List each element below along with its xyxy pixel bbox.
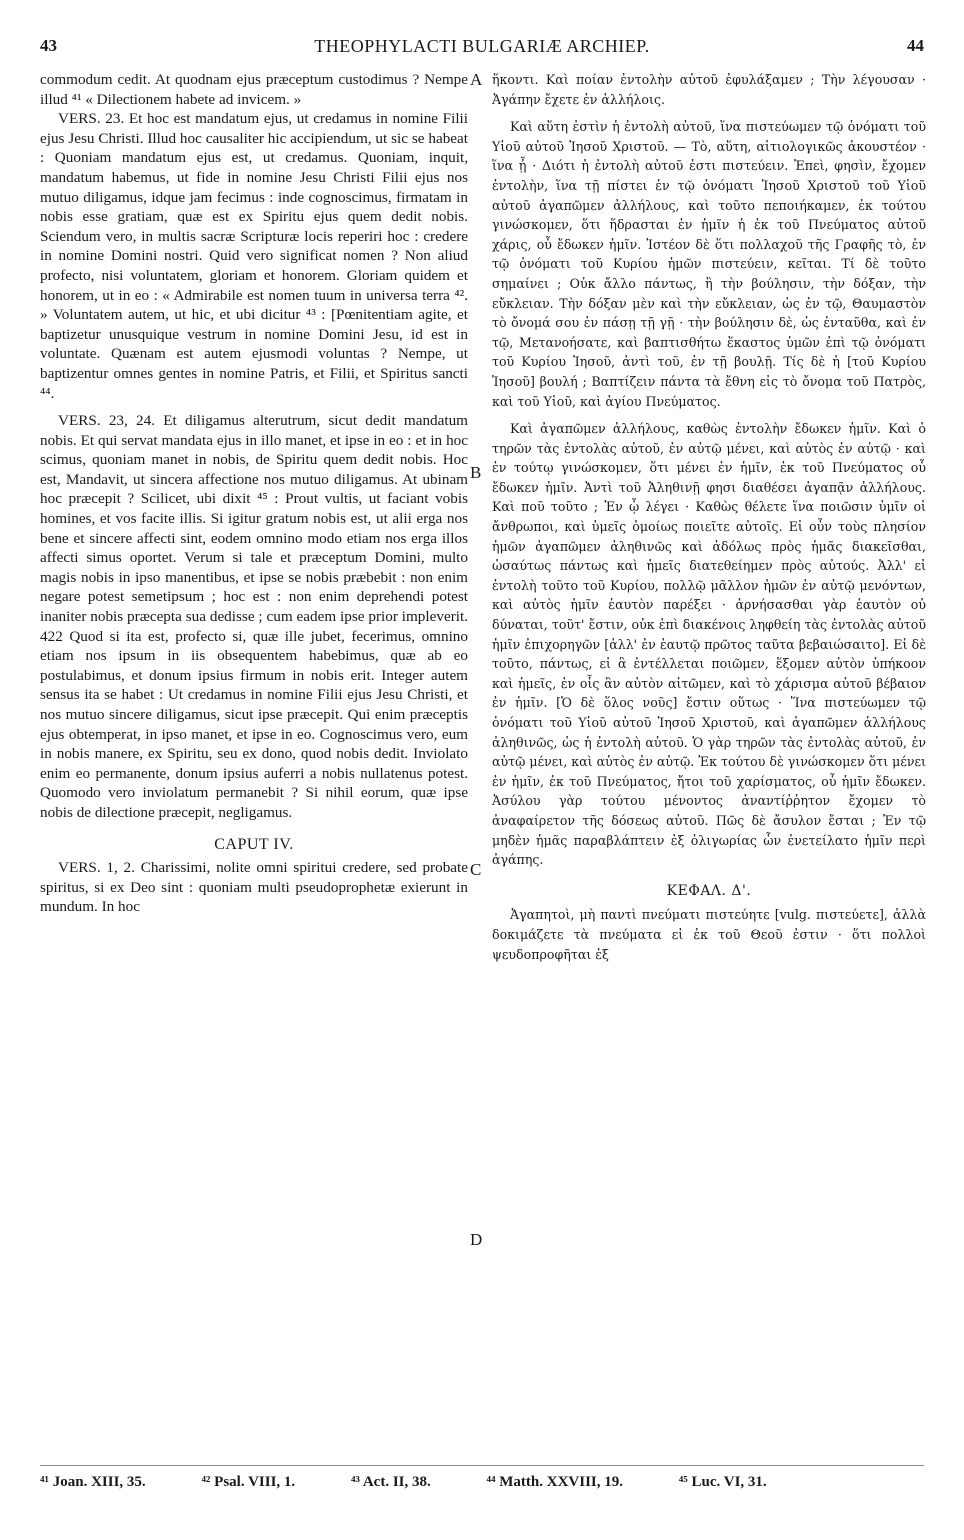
- latin-paragraph-1: commodum cedit. At quodnam ejus præceptum custodimus ? Nempe illud ⁴¹ « Dilectionem habete ad invicem. »: [40, 71, 468, 108]
- page-number-left: 43: [40, 36, 57, 55]
- margin-letter-d: D: [470, 1230, 483, 1249]
- footnote-44: ⁴⁴ Matth. XXVIII, 19.: [486, 1474, 624, 1490]
- latin-column: [40, 70, 468, 917]
- page-number-right: 44: [907, 36, 924, 55]
- footnote-rule: [40, 1465, 924, 1466]
- greek-paragraph-4: Ἀγαπητοὶ, μὴ παντὶ πνεύματι πιστεύητε [vulg. πιστεύετε], ἀλλὰ δοκιμάζετε τὰ πνεύματα εἰ ἐκ τοῦ Θεοῦ ἐστιν · ὅτι πολλοὶ ψευδοπροφῆται ἐξ: [492, 907, 926, 962]
- latin-paragraph-4: VERS. 1, 2. Charissimi, nolite omni spiritui credere, sed probate spiritus, si ex Deo sint : quoniam multi pseudoprophetæ exierunt in mundum. In hoc: [40, 859, 468, 916]
- footnotes: [40, 1474, 924, 1491]
- latin-paragraph-3: VERS. 23, 24. Et diligamus alterutrum, sicut dedit mandatum nobis. Et qui servat mandata ejus in illo manet, et ipse in eo : et in hoc scimus, quoniam manet in nobis, de Spiritu quem dedit nobis. Hoc est, Mandavit, ut sincera affectione nos mutuo diligamus. At ubinam hoc præcepit ? Scilicet, ubi dixit ⁴⁵ : Prout vultis, ut faciant vobis homines, et vos facite illis. Si igitur gratum nobis est, ut alii erga nos bene et sincere affecti sint, eodem omnino modo etiam nos erga illos affecti simus oportet. Verum si tale et præceptum Domini, multo magis nobis in ipso manentibus, et ipse se nobis præbebit : non enim negare potest semetipsum ; hoc est : non enim deprehendi potest inaniter nobis præcepta sua dedisse ; cum eadem ipse prior impleverit. 422 Quod si ita est, profecto si, quæ ille jubet, fecerimus, omnino etiam nos ipsum in iis obsequentem habebimus, quæ ab eo postulabimus, et donum ipsius firmum in nobis erit. Integer autem sensus ita se habet : Ut credamus in nomine Filii ejus Jesu Christi, et nos mutuo sincere diligamus, sicut ipse præcepit. Qui enim præceptis ejus obtemperat, in ipso manet, et ipse in eo. Cognoscimus vero, eum in nobis manere, ex Spiritu, seu ex dono, quod nobis dedit. Inviolato enim eo permanente, donum ipsius auferri a nobis nullatenus potest. Quomodo vero inviolatum permanebit ? Si nihil eorum, quæ ipse nobis de dilectione præcepit, negligamus.: [40, 412, 468, 821]
- greek-chapter-heading: ΚΕΦΑΛ. Δ'.: [666, 882, 752, 899]
- margin-letter-b: B: [470, 463, 482, 482]
- greek-paragraph-2: Καὶ αὕτη ἐστὶν ἡ ἐντολὴ αὐτοῦ, ἵνα πιστεύωμεν τῷ ὀνόματι τοῦ Υἱοῦ αὐτοῦ Ἰησοῦ Χριστοῦ. — Τὸ, αὕτη, αἰτιολογικῶς ἀκουστέον · ἵνα ᾖ · Διότι ἡ ἐντολὴ αὐτοῦ ἐστι πιστεύειν. Ἐπεὶ, φησὶν, ἔχομεν ἐντολὴν, ἵνα τῇ πίστει ἐν τῷ ὀνόματι Ἰησοῦ Χριστοῦ τοῦ Υἱοῦ αὐτοῦ ἀγαπῶμεν ἀλλήλους, καὶ τοῦτο πεποιήκαμεν, ἐκ τούτου γινώσκομεν, ὅτι ἥδρασται ἐν ἡμῖν ἡ ἐκ τοῦ Πνεύματος αὐτοῦ χάρις, οὗ ἔδωκεν ἡμῖν. Ἰστέον δὲ ὅτι πολλαχοῦ τῆς Γραφῆς τὸ, ἐν τῷ ὀνόματι τοῦ Κυρίου ἡμῶν πιστεύειν, κεῖται. Τί δὲ τοῦτο σημαίνει ; Οὐκ ἄλλο πάντως, ἢ τὴν βούλησιν, τὴν δόξαν, τὴν εὔκλειαν. Τὴν δόξαν μὲν καὶ τὴν εὔκλειαν, ὡς ἐν τῷ, Θαυμαστὸν τὸ ὄνομά σου ἐν πάσῃ τῇ γῇ · τὴν βούλησιν δὲ, ὡς ἐνταῦθα, καὶ ἐν τῷ, Μετανοήσατε, καὶ βαπτισθήτω ἕκαστος ὑμῶν ἐπὶ τῷ ὀνόματι τοῦ Κυρίου Ἰησοῦ, ἀντὶ τοῦ, ἐν τῇ βουλῇ. Τίς δὲ ἡ [τοῦ Κυρίου Ἰησοῦ] βουλή ; Βαπτίζειν πάντα τὰ ἔθνη εἰς τὸ ὄνομα τοῦ Πατρὸς, καὶ τοῦ Υἱοῦ, καὶ ἁγίου Πνεύματος.: [492, 119, 926, 409]
- latin-paragraph-2: VERS. 23. Et hoc est mandatum ejus, ut credamus in nomine Filii ejus Jesu Christi. Illud hoc causaliter hic accipiendum, ut sic se habeat : Quoniam mandatum ejus est, ut credamus. Quoniam, inquit, mandatum habemus, ut fide in nomine Jesu Christi Filii ejus nos mutuo diligamus, idque jam fecimus : inde cognoscimus, firmatam in nobis esse gratiam, quæ est ex Spiritu ejus quem dedit nobis. Sciendum vero, in multis sacræ Scripturæ locis reperiri hoc : credere in nomine Domini nostri. Quid vero significat nomen ? Non aliud profecto, nisi voluntatem, gloriam et honorem. Gloriam quidem et honorem, ut in eo : « Admirabile est nomen tuum in universa terra ⁴². » Voluntatem autem, ut hic, et ubi dicitur ⁴³ : [Pœnitentiam agite, et baptizetur unusquique vestrum in nomine Domini Jesu, id est in voluntate. Quænam est autem ejusmodi voluntas ? Nempe, ut baptizentur omnes gentes in nomine Patris, et Filii, et Spiritus sancti ⁴⁴.: [40, 110, 468, 402]
- running-header: [40, 36, 924, 58]
- margin-letter-a: A: [470, 70, 483, 89]
- greek-paragraph-3: Καὶ ἀγαπῶμεν ἀλλήλους, καθὼς ἐντολὴν ἔδωκεν ἡμῖν. Καὶ ὁ τηρῶν τὰς ἐντολὰς αὐτοῦ, ἐν αὐτῷ μένει, καὶ αὐτὸς ἐν αὐτῷ · καὶ ἐν τούτῳ γινώσκομεν, ὅτι μένει ἐν ἡμῖν, ἐκ τοῦ Πνεύματος οὗ ἔδωκεν ἡμῖν. Ἀντὶ τοῦ Ἀληθινῇ φησι διαθέσει ἀγαπᾷν ἀλλήλους. Καὶ ποῦ τοῦτο ; Ἐν ᾧ λέγει · Καθὼς θέλετε ἵνα ποιῶσιν ὑμῖν οἱ ἄνθρωποι, καὶ ὑμεῖς ὁμοίως ποιεῖτε αὐτοῖς. Εἰ οὖν τοὺς πλησίον ἡμῶν ἀγαπῶμεν ἀληθινῶς καὶ ἀδόλως πρὸς ἡμᾶς διακεῖσθαι, ὡσαύτως πάντως καὶ ἡμεῖς διατεθείημεν πρὸς αὐτούς. Ἀλλ' εἰ ἐντολὴ τοῦτο τοῦ Κυρίου, πολλῷ μᾶλλον ἡμῶν ἐν αὐτῷ μενόντων, καὶ αὐτὸς ἡμῖν ἑαυτὸν παρέξει · ἀρνήσασθαι γὰρ ἑαυτὸν οὐ δύναται, τοῦτ' ἔστιν, οὐκ ἐπὶ διακένοις ληφθείη τὰς ἐντολὰς αὐτοῦ ἡμῖν ἐπιχορηγῶν [ἀλλ' ἐν ἑαυτῷ πρῶτος ταῦτα βεβαιώσαιτο]. Εἰ δὲ τοῦτο, πάντως, εἰ ἃ ἐντέλλεται ποιῶμεν, ἕξομεν αὐτὸν ὑπήκοον καὶ ἡμεῖς, ἐν οἷς ἂν αὐτὸν αἰτῶμεν, καὶ τὸ χάρισμα αὐτοῦ βέβαιον ἐν ἡμῖν. [Ὁ δὲ ὅλος νοῦς] ἔστιν οὕτως · Ἵνα πιστεύωμεν τῷ ὀνόματι τοῦ Υἱοῦ αὐτοῦ Ἰησοῦ Χριστοῦ, καὶ ἀγαπῶμεν ἀλλήλους ἀληθινῶς, ὡς ἡ ἐντολὴ αὐτοῦ. Ὁ γὰρ τηρῶν τὰς ἐντολὰς αὐτοῦ, ἐν αὐτῷ μένει, καὶ αὐτὸς ἐν αὐτῷ. Ἐκ τούτου δὲ γινώσκομεν ὅτι μένει ἐν ἡμῖν, ἐκ τοῦ Πνεύματος, ἤτοι τοῦ χαρίσματος, οὗ ἡμῖν ἔδωκεν. Ἀσύλου γὰρ τούτου μένοντος ἀναντίῤῥητον ἔχομεν τὸ ἀναφαίρετον τῆς δόσεως αὐτοῦ. Πῶς δὲ ἄσυλον ἔσται ; Ἐν τῷ μηδὲν ἡμᾶς παραβλάπτειν ἐξ ὀλιγωρίας ὧν ἐνετείλατο ἡμῖν περὶ ἀγάπης.: [492, 421, 926, 868]
- latin-chapter-heading: CAPUT IV.: [214, 835, 294, 853]
- running-title: THEOPHYLACTI BULGARIÆ ARCHIEP.: [314, 36, 650, 56]
- footnote-45: ⁴⁵ Luc. VI, 31.: [678, 1474, 767, 1490]
- footnote-43: ⁴³ Act. II, 38.: [350, 1474, 431, 1490]
- margin-letter-c: C: [470, 860, 482, 879]
- greek-column: [492, 70, 926, 964]
- footnote-42: ⁴² Psal. VIII, 1.: [201, 1474, 296, 1490]
- footnote-41: ⁴¹ Joan. XIII, 35.: [40, 1474, 146, 1490]
- greek-paragraph-1: ἥκοντι. Καὶ ποίαν ἐντολὴν αὐτοῦ ἐφυλάξαμεν ; Τὴν λέγουσαν · Ἀγάπην ἔχετε ἐν ἀλλήλοις.: [492, 72, 926, 107]
